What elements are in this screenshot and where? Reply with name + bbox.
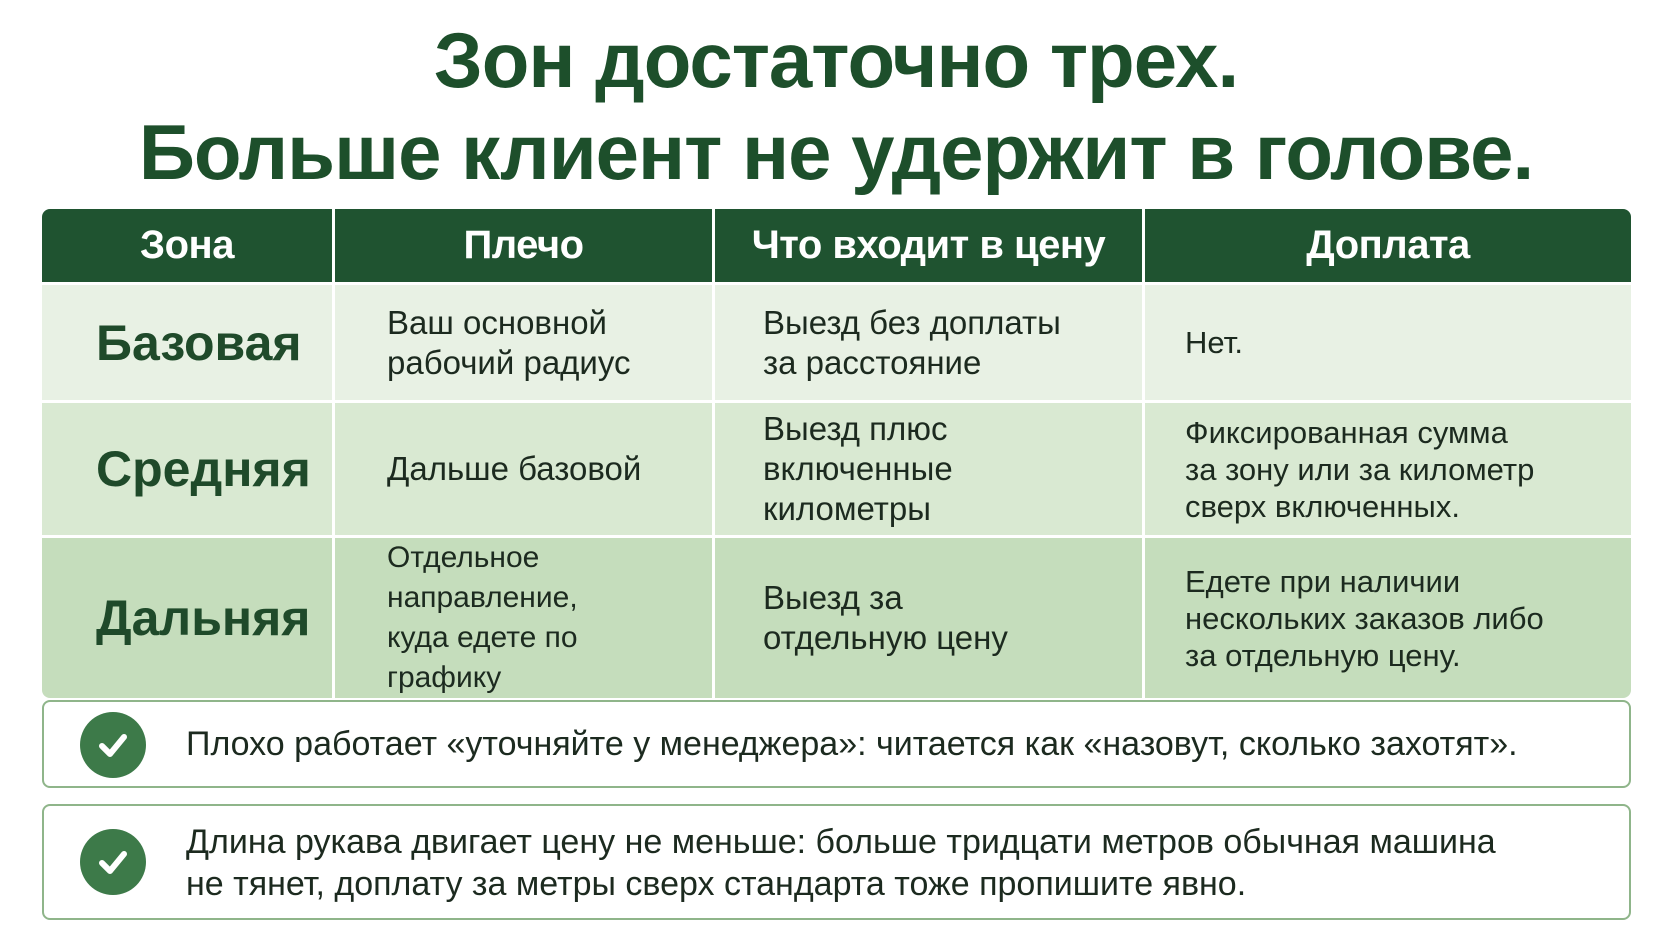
included-cell (715, 400, 1145, 535)
check-icon (80, 712, 146, 778)
cell-line: рабочий радиус (387, 343, 631, 381)
shoulder-cell (335, 535, 715, 698)
note-text (186, 821, 1599, 905)
zone-name-cell: Дальняя (42, 535, 335, 698)
cell-line: Выезд плюс включенные (763, 410, 953, 487)
cell-line: Фиксированная сумма (1185, 414, 1508, 450)
surcharge-cell (1145, 282, 1631, 400)
surcharge-cell (1145, 400, 1631, 535)
zone-name-cell: Средняя (42, 400, 335, 535)
cell-line: километры (763, 490, 931, 527)
cell-line: отдельную цену (763, 619, 1008, 656)
table-row-far (42, 535, 1631, 698)
cell-line: Отдельное направление, (387, 541, 578, 614)
table-row-middle (42, 400, 1631, 535)
note-line: Длина рукава двигает цену не меньше: больше тридцати метров обычная машина (186, 823, 1496, 861)
cell-line: куда едете по графику (387, 621, 578, 694)
shoulder-cell (335, 282, 715, 400)
note-line: не тянет, доплату за метры сверх стандарта тоже пропишите явно. (186, 865, 1247, 903)
cell-line: сверх включенных. (1185, 488, 1460, 524)
cell-line: за расстояние (763, 343, 982, 381)
included-cell (715, 282, 1145, 400)
note-card-hose-length (42, 804, 1631, 920)
cell-line: за зону или за километр (1185, 451, 1535, 487)
title-line-1: Зон достаточно трех. (433, 16, 1239, 104)
title-line-2: Больше клиент не удержит в голове. (138, 108, 1534, 196)
included-cell (715, 535, 1145, 698)
cell-line: нескольких заказов либо (1185, 600, 1544, 636)
header-shoulder: Плечо (335, 209, 715, 282)
check-icon (80, 829, 146, 895)
cell-line: Дальше базовой (387, 450, 642, 487)
cell-line: Нет. (1185, 325, 1243, 360)
table-row-base (42, 282, 1631, 400)
note-text (186, 723, 1599, 765)
cell-line: Выезд без доплаты (763, 303, 1061, 341)
header-zone: Зона (42, 209, 335, 282)
header-included: Что входит в цену (715, 209, 1145, 282)
cell-line: Едете при наличии (1185, 563, 1461, 599)
note-card-manager (42, 700, 1631, 788)
note-line: Плохо работает «уточняйте у менеджера»: читается как «назовут, сколько захотят». (186, 725, 1518, 763)
header-surcharge: Доплата (1145, 209, 1631, 282)
cell-line: Ваш основной (387, 303, 607, 341)
table-header-row (42, 209, 1631, 282)
zone-name-cell: Базовая (42, 282, 335, 400)
zones-table (42, 209, 1631, 698)
cell-line: Выезд за (763, 579, 903, 616)
cell-line: за отдельную цену. (1185, 637, 1461, 673)
page-title (0, 14, 1672, 198)
surcharge-cell (1145, 535, 1631, 698)
shoulder-cell (335, 400, 715, 535)
